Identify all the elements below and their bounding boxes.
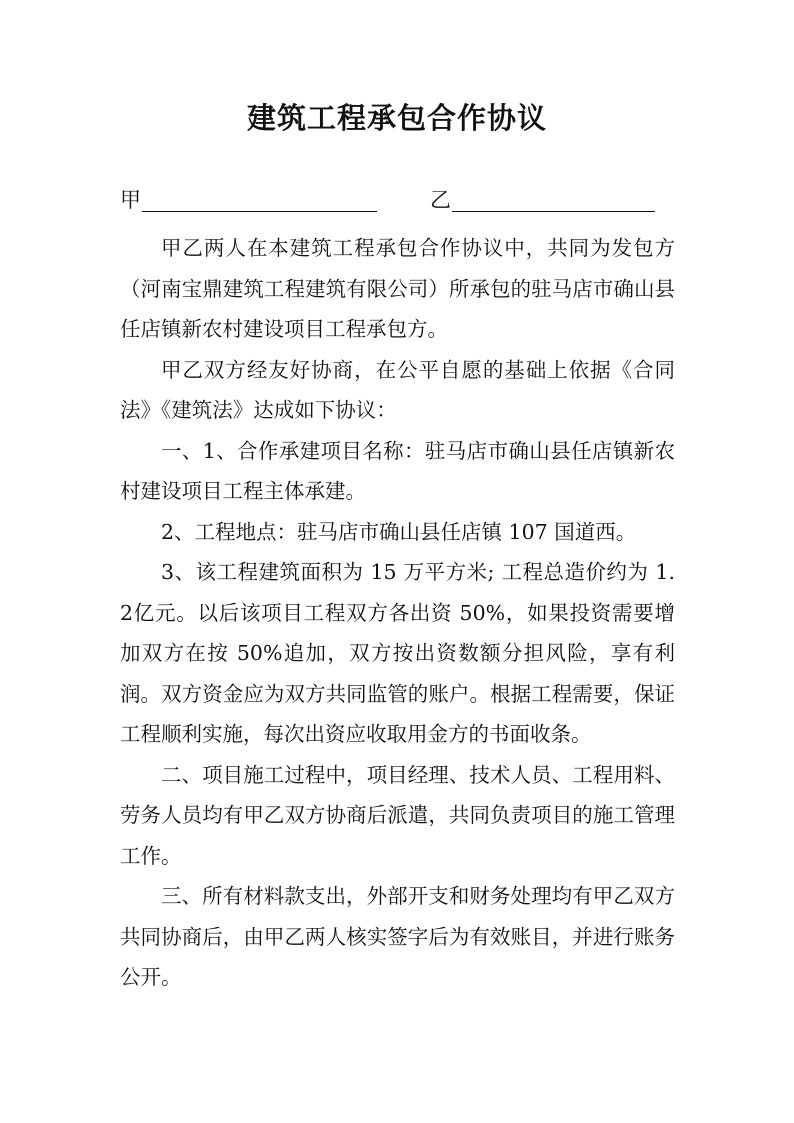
paragraph-financial-management: 三、所有材料款支出，外部开支和财务处理均有甲乙双方共同协商后，由甲乙两人核实签字后为有效账目，并进行账务公开。 [120, 884, 675, 989]
paragraph-project-location: 2、工程地点：驻马店市确山县任店镇 107 国道西。 [161, 519, 637, 544]
paragraph-construction-management: 二、项目施工过程中，项目经理、技术人员、工程用料、劳务人员均有甲乙双方协商后派遣，共同负责项目的施工管理工作。 [120, 762, 675, 868]
party-b-label: 乙 [430, 188, 451, 212]
party-b-blank-line [452, 211, 655, 212]
paragraph-intro: 甲乙两人在本建筑工程承包合作协议中，共同为发包方（河南宝鼎建筑工程建筑有限公司）所承包的驻马店市确山县任店镇新农村建设项目工程承包方。 [120, 236, 675, 341]
paragraph-basis: 甲乙双方经友好协商，在公平自愿的基础上依据《合同法》《建筑法》达成如下协议： [120, 357, 675, 422]
party-a-blank-line [142, 211, 377, 212]
party-a-label: 甲 [120, 188, 141, 212]
paragraph-investment: 3、该工程建筑面积为 15 万平方米; 工程总造价约为 1.2亿元。以后该项目工程双方各出资 50%，如果投资需要增加双方在按 50%追加，双方按出资数额分担风险，享有利润。双方资金应为双方共同监管的账户。根据工程需要，保证工程顺利实施，每次出资应收取用金方的书面收条。 [120, 560, 675, 746]
party-signature-row [120, 183, 680, 217]
agreement-body [120, 228, 675, 998]
document-title: 建筑工程承包合作协议 [246, 101, 547, 135]
paragraph-project-name: 一、1、合作承建项目名称：驻马店市确山县任店镇新农村建设项目工程主体承建。 [120, 438, 675, 503]
